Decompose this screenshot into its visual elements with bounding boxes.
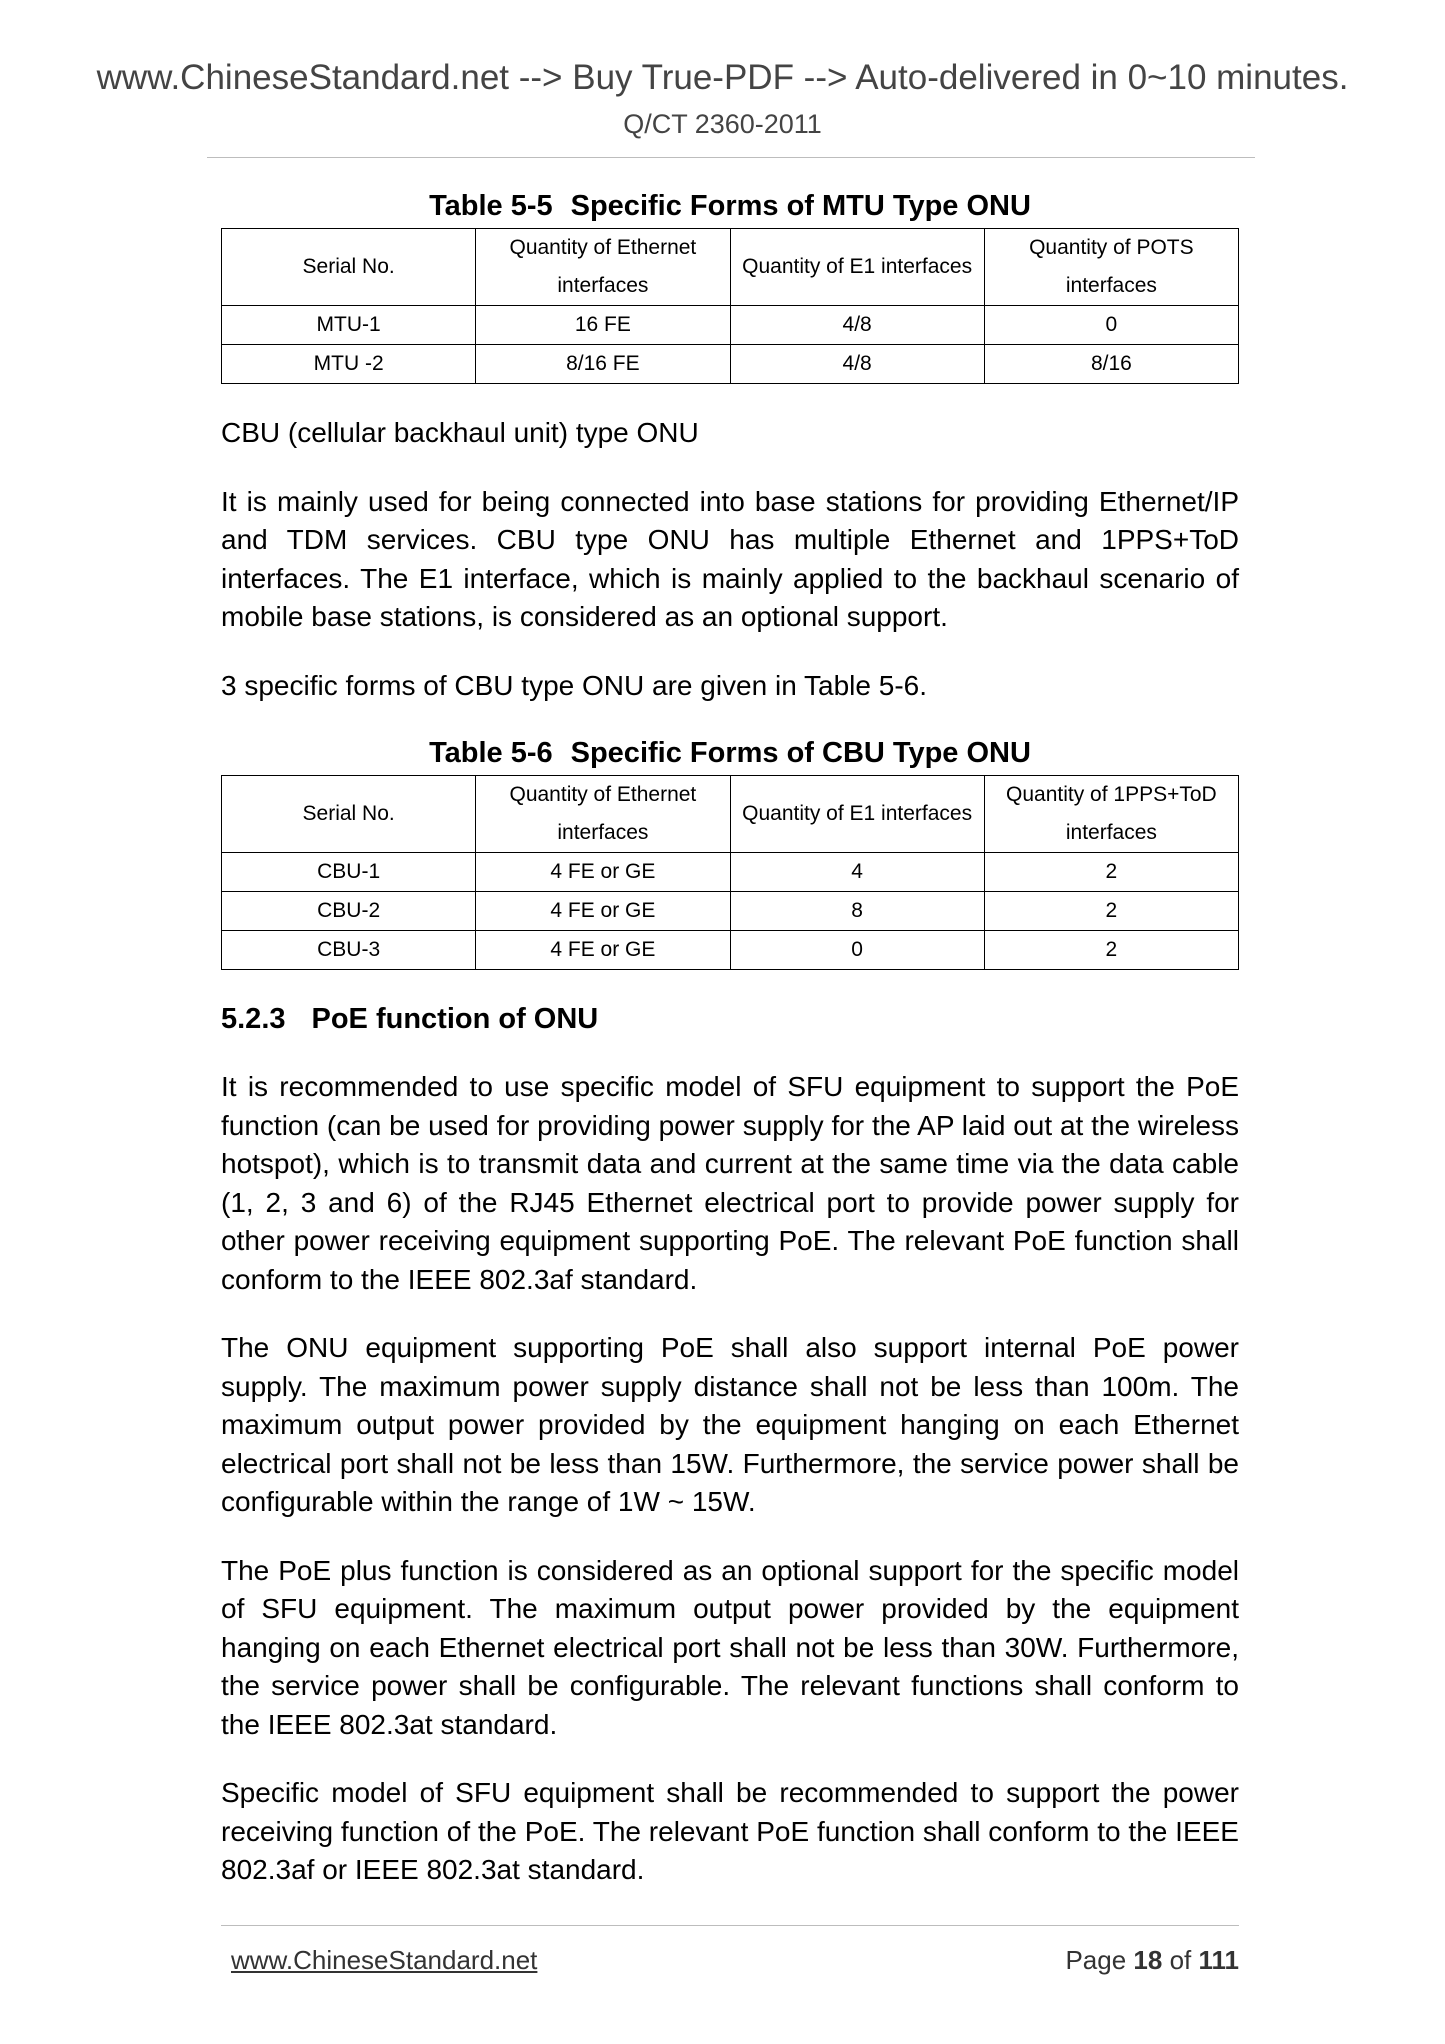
table-row bbox=[222, 306, 1239, 345]
paragraph: 3 specific forms of CBU type ONU are given in Table 5-6. bbox=[221, 669, 928, 701]
table-cell: CBU-1 bbox=[222, 853, 476, 892]
header-divider bbox=[207, 157, 1255, 158]
paragraph: CBU (cellular backhaul unit) type ONU bbox=[221, 417, 699, 448]
table-cell: MTU -2 bbox=[222, 345, 476, 384]
total-pages: 111 bbox=[1198, 1945, 1239, 1975]
page-number bbox=[1065, 1945, 1239, 1976]
header-banner: www.ChineseStandard.net --> Buy True-PDF --> Auto-delivered in 0~10 minutes. bbox=[96, 58, 1349, 97]
table-cell: 8 bbox=[730, 892, 984, 931]
column-header: Quantity of POTS interfaces bbox=[984, 229, 1238, 306]
document-code: Q/CT 2360-2011 bbox=[623, 109, 822, 139]
table-row bbox=[222, 853, 1239, 892]
column-header: Serial No. bbox=[222, 229, 476, 306]
table-cell: 16 FE bbox=[476, 306, 730, 345]
table-row bbox=[222, 892, 1239, 931]
table-title: Specific Forms of MTU Type ONU bbox=[570, 190, 1031, 222]
section-title: PoE function of ONU bbox=[311, 1003, 599, 1035]
table-cell: 4 FE or GE bbox=[476, 931, 730, 970]
footer-website-link[interactable]: www.ChineseStandard.net bbox=[231, 1945, 538, 1975]
footer-divider bbox=[221, 1925, 1239, 1926]
table-row bbox=[222, 345, 1239, 384]
table-cell: CBU-3 bbox=[222, 931, 476, 970]
paragraph: It is mainly used for being connected into base stations for providing Ethernet/IP and TDM services. CBU type ONU has multiple Ethernet and 1PPS+ToD interfaces. The E1 interface, which is mainly applied to the backhaul scenario of mobile base stations, is considered as an optional support. bbox=[221, 485, 1239, 632]
table-number: Table 5-6 bbox=[429, 737, 553, 769]
table-cell: 4/8 bbox=[730, 345, 984, 384]
table-cell: MTU-1 bbox=[222, 306, 476, 345]
table-cell: 2 bbox=[984, 892, 1238, 931]
table-cell: 2 bbox=[984, 853, 1238, 892]
column-header: Quantity of 1PPS+ToD interfaces bbox=[984, 776, 1238, 853]
table-cell: 2 bbox=[984, 931, 1238, 970]
paragraph: Specific model of SFU equipment shall be recommended to support the power receiving function of the PoE. The relevant PoE function shall conform to the IEEE 802.3af or IEEE 802.3at standard. bbox=[221, 1777, 1239, 1885]
table-cell: CBU-2 bbox=[222, 892, 476, 931]
column-header: Serial No. bbox=[222, 776, 476, 853]
table-cell: 4 FE or GE bbox=[476, 892, 730, 931]
table-5-5-caption bbox=[221, 188, 1239, 224]
paragraph: It is recommended to use specific model of SFU equipment to support the PoE function (can be used for providing power supply for the AP laid out at the wireless hotspot), which is to transmit data and current at the same time via the data cable (1, 2, 3 and 6) of the RJ45 Ethernet electrical port to provide power supply for other power receiving equipment supporting PoE. The relevant PoE function shall conform to the IEEE 802.3af standard. bbox=[221, 1071, 1239, 1295]
paragraph: The PoE plus function is considered as an optional support for the specific model of SFU equipment. The maximum output power provided by the equipment hanging on each Ethernet electrical port shall not be less than 30W. Furthermore, the service power shall be configurable. The relevant functions shall conform to the IEEE 802.3at standard. bbox=[221, 1554, 1239, 1740]
table-row bbox=[222, 931, 1239, 970]
table-cell: 4 FE or GE bbox=[476, 853, 730, 892]
section-heading bbox=[221, 1000, 1239, 1038]
column-header: Quantity of E1 interfaces bbox=[730, 776, 984, 853]
table-5-6-caption bbox=[221, 735, 1239, 771]
table-header-row bbox=[222, 776, 1239, 853]
page-of-label: of bbox=[1169, 1945, 1192, 1975]
table-cell: 0 bbox=[984, 306, 1238, 345]
column-header: Quantity of E1 interfaces bbox=[730, 229, 984, 306]
table-cell: 4/8 bbox=[730, 306, 984, 345]
page-label: Page bbox=[1065, 1945, 1127, 1975]
column-header: Quantity of Ethernet interfaces bbox=[476, 776, 730, 853]
table-cell: 4 bbox=[730, 853, 984, 892]
table-number: Table 5-5 bbox=[429, 190, 553, 222]
table-cell: 8/16 bbox=[984, 345, 1238, 384]
table-cell: 8/16 FE bbox=[476, 345, 730, 384]
table-title: Specific Forms of CBU Type ONU bbox=[570, 737, 1031, 769]
mtu-forms-table bbox=[221, 228, 1239, 384]
page-content bbox=[221, 188, 1239, 1890]
paragraph: The ONU equipment supporting PoE shall also support internal PoE power supply. The maximum power supply distance shall not be less than 100m. The maximum output power provided by the equipment hanging on each Ethernet electrical port shall not be less than 15W. Furthermore, the service power shall be configurable within the range of 1W ~ 15W. bbox=[221, 1332, 1239, 1517]
cbu-forms-table bbox=[221, 775, 1239, 970]
section-number: 5.2.3 bbox=[221, 1003, 286, 1035]
current-page: 18 bbox=[1133, 1945, 1163, 1975]
column-header: Quantity of Ethernet interfaces bbox=[476, 229, 730, 306]
table-cell: 0 bbox=[730, 931, 984, 970]
table-header-row bbox=[222, 229, 1239, 306]
